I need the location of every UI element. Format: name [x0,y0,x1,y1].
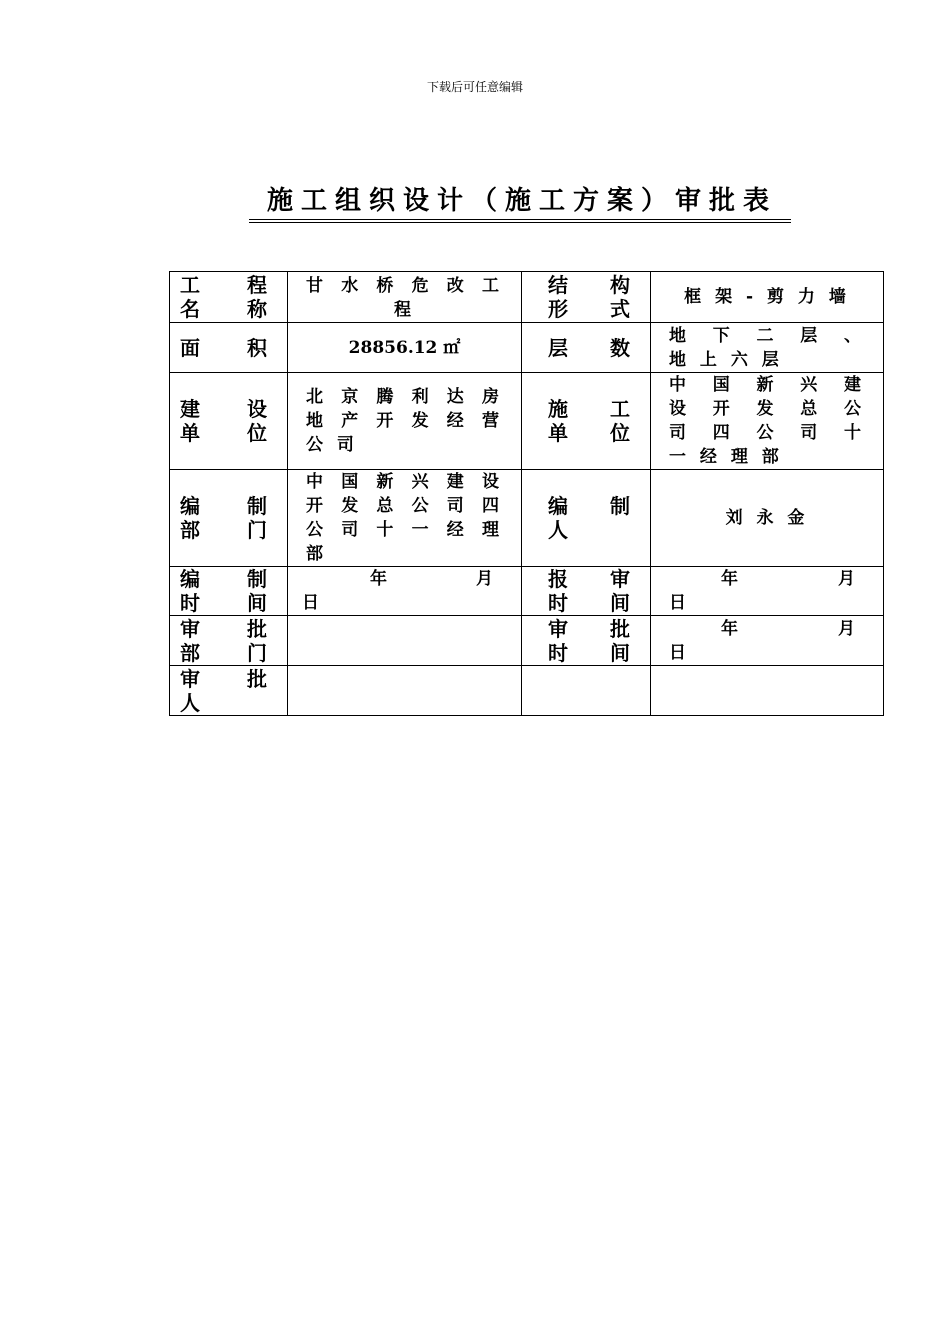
page-title: 施工组织设计（施工方案）审批表 [249,180,791,223]
label-approval-dept: 审 批 部 门 [170,616,288,666]
form-row-compiler [170,470,884,567]
form-row-compile-time [170,567,884,616]
form-row-area [170,323,884,373]
form-row-approver [170,666,884,716]
value-approval-time: 年 月 日 [651,616,884,666]
approval-form-table [169,271,884,716]
form-row-builder [170,373,884,470]
label-area: 面 积 [170,323,288,373]
empty-cell-value[interactable] [651,666,884,716]
value-project-name: 甘 水 桥 危 改 工 程 [288,272,522,323]
title-wrap [240,180,800,223]
value-floors: 地 下 二 层 、 地 上 六 层 [651,323,884,373]
value-construction-unit: 中 国 新 兴 建 设 开 发 总 公 司 四 公 司 十 一 经 理 部 [651,373,884,470]
empty-cell-label [522,666,651,716]
label-compiling-dept: 编 制 部 门 [170,470,288,567]
value-approver[interactable] [288,666,522,716]
label-floors: 层 数 [522,323,651,373]
label-approver: 审 批 人 [170,666,288,716]
label-construction-unit: 施 工 单 位 [522,373,651,470]
label-project-name: 工 程 名 称 [170,272,288,323]
label-compiler: 编 制 人 [522,470,651,567]
value-area: 28856.12 ㎡ [288,323,522,373]
label-compile-time: 编 制 时 间 [170,567,288,616]
label-builder-unit: 建 设 单 位 [170,373,288,470]
value-compile-time: 年 月 日 [288,567,522,616]
form-row-approval-dept [170,616,884,666]
value-builder-unit: 北 京 腾 利 达 房 地 产 开 发 经 营 公 司 [288,373,522,470]
label-structure-type: 结 构 形 式 [522,272,651,323]
form-row-project-name [170,272,884,323]
label-submit-time: 报 审 时 间 [522,567,651,616]
value-submit-time: 年 月 日 [651,567,884,616]
value-approval-dept[interactable] [288,616,522,666]
header-note: 下载后可任意编辑 [426,80,523,94]
value-compiling-dept: 中 国 新 兴 建 设 开 发 总 公 司 四 公 司 十 一 经 理 部 [288,470,522,567]
label-approval-time: 审 批 时 间 [522,616,651,666]
value-compiler: 刘 永 金 [651,470,884,567]
value-structure-type: 框 架 - 剪 力 墙 [651,272,884,323]
